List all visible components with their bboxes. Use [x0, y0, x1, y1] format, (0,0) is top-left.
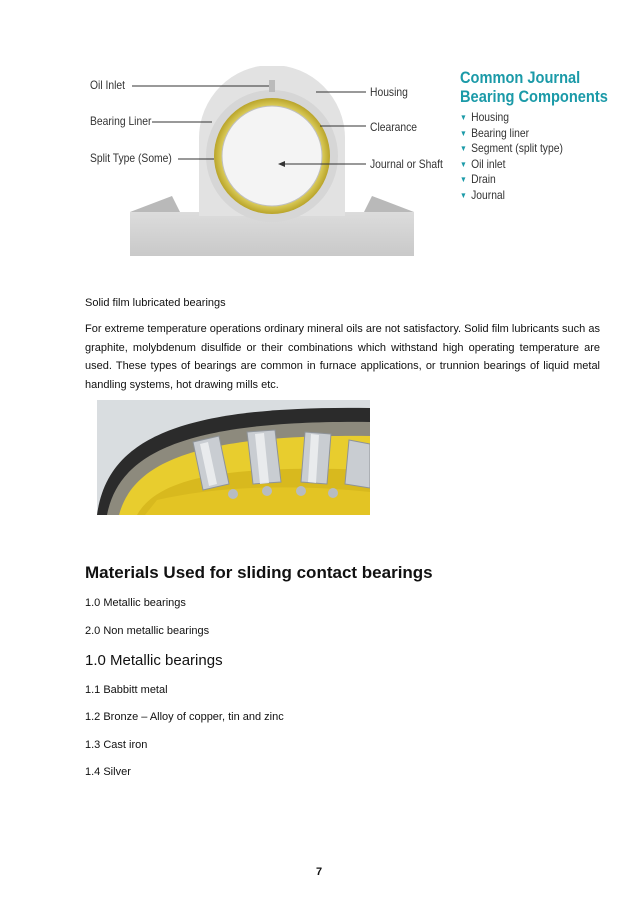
housing-foot-right — [364, 196, 414, 212]
legend-item: ▼ Journal — [460, 187, 505, 202]
legend-list — [460, 110, 620, 203]
metallic-item: 1.1 Babbitt metal — [85, 684, 168, 696]
bearing-photo-illustration — [97, 400, 370, 515]
legend-title-line2: Bearing Components — [460, 87, 608, 106]
components-legend — [460, 68, 620, 203]
legend-title-line1: Common Journal — [460, 68, 581, 87]
label-split-type: Split Type (Some) — [90, 151, 172, 165]
bullet-triangle-icon: ▼ — [460, 128, 467, 138]
bullet-triangle-icon: ▼ — [460, 144, 467, 153]
label-oil-inlet: Oil Inlet — [90, 78, 125, 92]
legend-item: ▼ Oil inlet — [460, 156, 506, 171]
bullet-triangle-icon: ▼ — [460, 113, 467, 122]
metallic-item: 1.2 Bronze – Alloy of copper, tin and zinc — [85, 711, 284, 723]
legend-item: ▼ Drain — [460, 172, 496, 186]
bullet-triangle-icon: ▼ — [460, 175, 467, 184]
solid-film-paragraph: For extreme temperature operations ordinary mineral oils are not satisfactory. Solid film lubricants such as graphite, molybdenum disulfide or their combinations which withstand high operating temperature are used. These types of bearings are common in furnace applications, or trunnion bearings of liquid metal handling systems, hot drawing mills etc. — [85, 323, 600, 391]
label-clearance: Clearance — [370, 120, 418, 134]
metallic-heading: 1.0 Metallic bearings — [85, 652, 223, 669]
label-housing: Housing — [370, 85, 408, 99]
label-bearing-liner: Bearing Liner — [90, 114, 152, 128]
housing-foot-left — [130, 196, 180, 212]
bullet-triangle-icon: ▼ — [460, 159, 467, 169]
materials-item: 1.0 Metallic bearings — [85, 597, 186, 609]
materials-item: 2.0 Non metallic bearings — [85, 625, 210, 637]
legend-item: ▼ Housing — [460, 110, 509, 124]
materials-heading: Materials Used for sliding contact bearings — [85, 563, 433, 582]
journal-bearing-figure — [84, 66, 614, 264]
lubricated-bearing-photo — [97, 400, 370, 515]
metallic-item: 1.3 Cast iron — [85, 739, 148, 751]
bullet-triangle-icon: ▼ — [460, 190, 467, 200]
solid-film-title: Solid film lubricated bearings — [85, 297, 226, 309]
metallic-item: 1.4 Silver — [85, 766, 131, 778]
page-number: 7 — [315, 866, 323, 878]
journal-shaft-shape — [222, 106, 322, 206]
label-journal-shaft: Journal or Shaft — [370, 157, 443, 171]
legend-item: ▼ Segment (split type) — [460, 141, 563, 155]
oil-inlet-shape — [269, 80, 275, 92]
legend-item: ▼ Bearing liner — [460, 125, 530, 140]
